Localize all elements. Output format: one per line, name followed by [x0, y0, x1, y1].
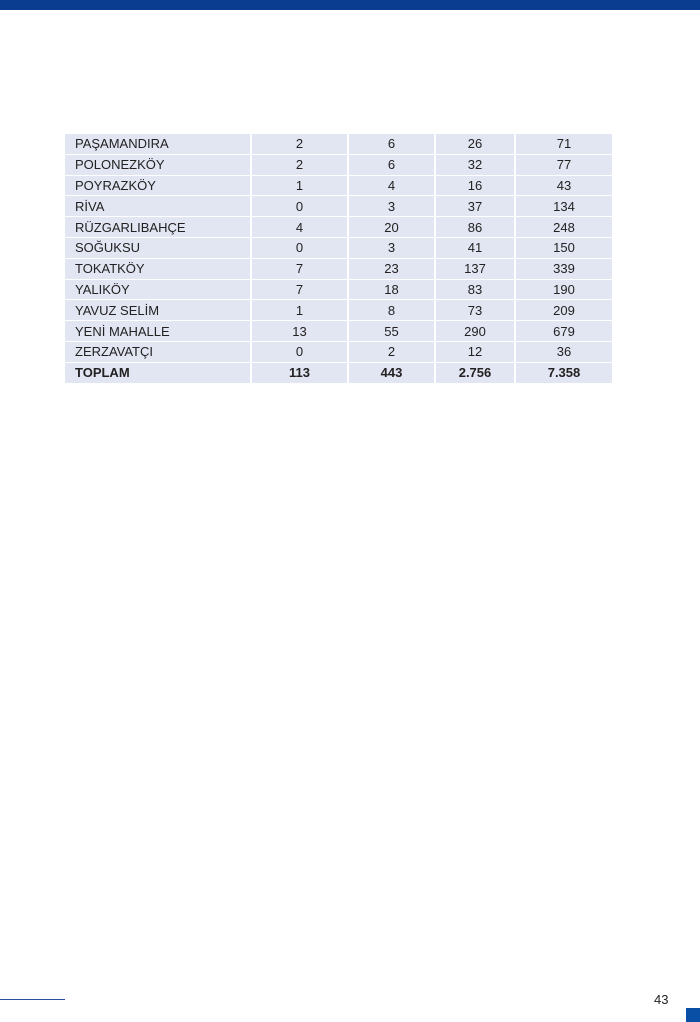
cell: 150	[515, 237, 612, 258]
cell: 13	[251, 321, 348, 342]
table-row	[65, 196, 612, 217]
total-label: TOPLAM	[65, 362, 251, 383]
cell: 41	[435, 237, 515, 258]
cell: 2	[251, 134, 348, 154]
neighborhood-statistics-table	[65, 134, 612, 384]
row-name: SOĞUKSU	[65, 237, 251, 258]
page-number: 43	[654, 992, 669, 1007]
cell: 6	[348, 154, 435, 175]
cell: 73	[435, 300, 515, 321]
table-row	[65, 321, 612, 342]
total-cell: 7.358	[515, 362, 612, 383]
cell: 71	[515, 134, 612, 154]
table-row	[65, 175, 612, 196]
cell: 3	[348, 196, 435, 217]
cell: 190	[515, 279, 612, 300]
cell: 32	[435, 154, 515, 175]
cell: 339	[515, 258, 612, 279]
total-cell: 2.756	[435, 362, 515, 383]
footer-rule	[0, 999, 65, 1000]
table-row	[65, 279, 612, 300]
cell: 2	[251, 154, 348, 175]
cell: 1	[251, 300, 348, 321]
cell: 43	[515, 175, 612, 196]
header-bar	[0, 0, 700, 10]
cell: 18	[348, 279, 435, 300]
row-name: YENİ MAHALLE	[65, 321, 251, 342]
cell: 6	[348, 134, 435, 154]
cell: 77	[515, 154, 612, 175]
cell: 86	[435, 217, 515, 238]
cell: 290	[435, 321, 515, 342]
cell: 0	[251, 341, 348, 362]
corner-accent-block	[686, 1008, 700, 1022]
row-name: POLONEZKÖY	[65, 154, 251, 175]
statistics-table-container	[65, 134, 612, 384]
cell: 8	[348, 300, 435, 321]
table-row	[65, 134, 612, 154]
table-row	[65, 300, 612, 321]
cell: 4	[348, 175, 435, 196]
cell: 23	[348, 258, 435, 279]
table-row	[65, 258, 612, 279]
cell: 83	[435, 279, 515, 300]
row-name: PAŞAMANDIRA	[65, 134, 251, 154]
cell: 0	[251, 237, 348, 258]
row-name: YAVUZ SELİM	[65, 300, 251, 321]
table-row	[65, 237, 612, 258]
cell: 7	[251, 279, 348, 300]
cell: 679	[515, 321, 612, 342]
row-name: TOKATKÖY	[65, 258, 251, 279]
cell: 20	[348, 217, 435, 238]
cell: 209	[515, 300, 612, 321]
row-name: RİVA	[65, 196, 251, 217]
cell: 26	[435, 134, 515, 154]
table-row	[65, 341, 612, 362]
cell: 4	[251, 217, 348, 238]
cell: 3	[348, 237, 435, 258]
cell: 36	[515, 341, 612, 362]
table-row	[65, 217, 612, 238]
cell: 2	[348, 341, 435, 362]
cell: 16	[435, 175, 515, 196]
total-cell: 443	[348, 362, 435, 383]
total-row	[65, 362, 612, 383]
cell: 37	[435, 196, 515, 217]
cell: 137	[435, 258, 515, 279]
cell: 248	[515, 217, 612, 238]
cell: 134	[515, 196, 612, 217]
table-row	[65, 154, 612, 175]
row-name: RÜZGARLIBAHÇE	[65, 217, 251, 238]
cell: 1	[251, 175, 348, 196]
row-name: YALIKÖY	[65, 279, 251, 300]
cell: 0	[251, 196, 348, 217]
cell: 7	[251, 258, 348, 279]
cell: 55	[348, 321, 435, 342]
row-name: POYRAZKÖY	[65, 175, 251, 196]
row-name: ZERZAVATÇI	[65, 341, 251, 362]
total-cell: 113	[251, 362, 348, 383]
cell: 12	[435, 341, 515, 362]
